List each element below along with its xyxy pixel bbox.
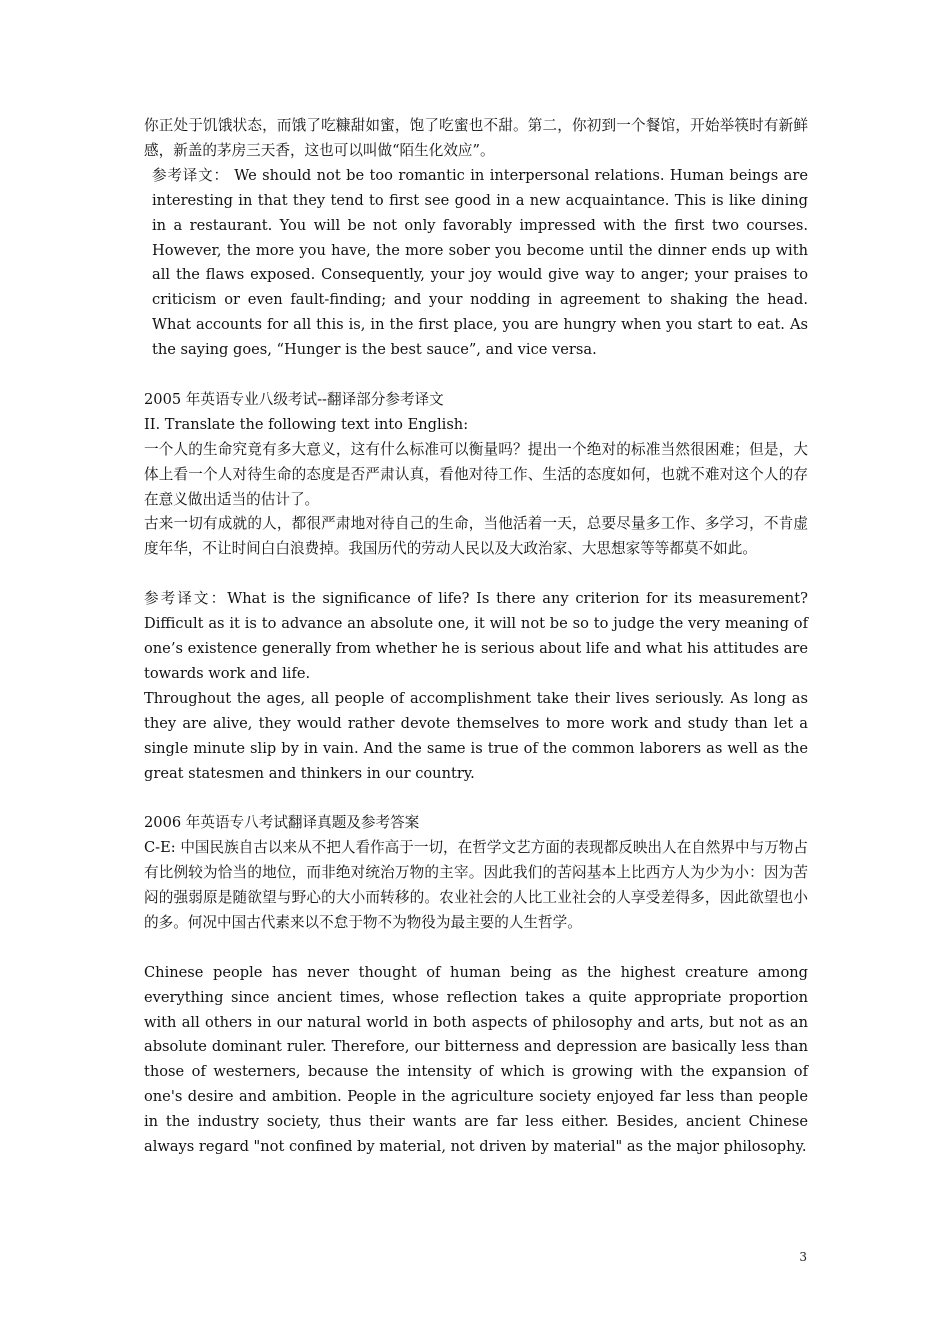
paragraph-gap <box>144 786 808 811</box>
paragraph-gap <box>144 936 808 961</box>
cn-paragraph: 你正处于饥饿状态，而饿了吃糠甜如蜜，饱了吃蜜也不甜。第二，你初到一个餐馆，开始举筷时有新鲜感，新盖的茅房三天香，这也可以叫做“陌生化效应”。 <box>144 117 808 159</box>
translation-label: 参考译文： <box>144 590 228 608</box>
translation-paragraph <box>144 164 808 363</box>
translation-label: 参考译文： <box>152 166 229 184</box>
paragraph-gap <box>144 363 808 388</box>
cn-paragraph: 一个人的生命究竟有多大意义，这有什么标准可以衡量吗？提出一个绝对的标准当然很困难；但是，大体上看一个人对待生命的态度是否严肃认真，看他对待工作、生活的态度如何，也就不难对这个人的存在意义做出适当的估计了。 <box>144 440 808 508</box>
translation-paragraph <box>144 587 808 687</box>
translation-paragraph: Chinese people has never thought of human being as the highest creature among everything since ancient times, whose reflection takes a quite appropriate proportion with all others in our natural world in both aspects of philosophy and arts, but not as an absolute dominant ruler. Therefore, our bitterness and depression are basically less than those of westerners, because the intensity of which is growing with the expansion of one's desire and ambition. People in the agriculture society enjoyed far less than people in the industry society, thus their wants are far less either. Besides, ancient Chinese always regard "not confined by material, not driven by material" as the major philosophy. <box>144 963 808 1156</box>
page-content <box>144 114 808 1160</box>
paragraph-gap <box>144 562 808 587</box>
translation-text: What is the significance of life? Is there any criterion for its measurement? Difficult as it is to advance an absolute one, it will not be so to judge the very meaning of one’s existence generally from whether he is serious about life and what his attitudes are towards work and life. <box>144 590 809 682</box>
ce-label: C-E: <box>144 839 181 857</box>
translation-text: We should not be too romantic in interpersonal relations. Human beings are interesting in that they tend to first see good in a new acquaintance. This is like dining in a restaurant. You will be not only favorably impressed with the first two courses. However, the more you have, the more sober you become until the dinner ends up with all the flaws exposed. Consequently, your joy would give way to anger; your praises to criticism or even fault-finding; and your nodding in agreement to shaking the head. What accounts for all this is, in the first place, you are hungry when you start to eat. As the saying goes, “Hunger is the best sauce”, and vice versa. <box>152 166 808 359</box>
cn-paragraph: 古来一切有成就的人，都很严肃地对待自己的生命，当他活着一天，总要尽量多工作、多学习，不肯虚度年华，不让时间白白浪费掉。我国历代的劳动人民以及大政治家、大思想家等等都莫不如此。 <box>144 515 808 558</box>
cn-text: 中国民族自古以来从不把人看作高于一切，在哲学文艺方面的表现都反映出人在自然界中与万物占有比例较为恰当的地位，而非绝对统治万物的主宰。因此我们的苦闷基本上比西方人为少为小：因为苦闷的强弱原是随欲望与野心的大小而转移的。农业社会的人比工业社会的人享受差得多，因此欲望也小的多。何况中国古代素来以不怠于物不为物役为最主要的人生哲学。 <box>144 839 808 931</box>
page-number: 3 <box>799 1250 807 1264</box>
translation-paragraph: Throughout the ages, all people of accomplishment take their lives seriously. As long as they are alive, they would rather devote themselves to more work and study than let a single minute slip by in vain. And the same is true of the common laborers as well as the great statesmen and thinkers in our country. <box>144 689 808 782</box>
section-heading: 2005 年英语专业八级考试--翻译部分参考译文 <box>144 390 444 408</box>
section-heading: 2006 年英语专八考试翻译真题及参考答案 <box>144 814 420 832</box>
cn-paragraph <box>144 836 808 936</box>
instruction-text: II. Translate the following text into English: <box>144 415 469 433</box>
